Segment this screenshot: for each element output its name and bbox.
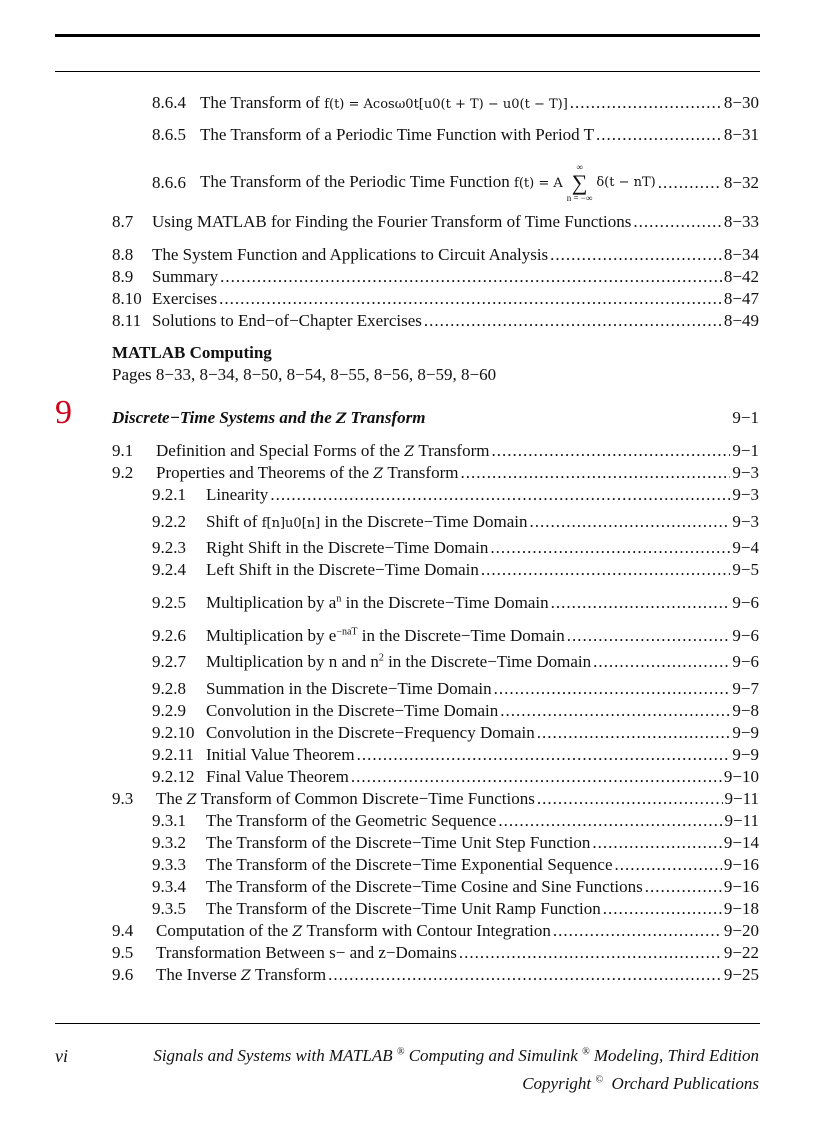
toc-entry-9-1[interactable] bbox=[112, 441, 759, 462]
toc-entry-9-3-2[interactable] bbox=[152, 833, 759, 853]
entry-page: 8−31 bbox=[723, 125, 759, 144]
entry-title: The Transform of the Periodic Time Function f(t) = A bbox=[200, 172, 563, 191]
leader-dots bbox=[603, 899, 722, 919]
entry-number: 9.2.8 bbox=[152, 679, 186, 698]
entry-page: 9−6 bbox=[732, 626, 759, 645]
entry-number: 8.6.4 bbox=[152, 93, 186, 112]
entry-number: 9.2.3 bbox=[152, 538, 186, 557]
entry-number: 9.6 bbox=[112, 965, 134, 984]
entry-number: 9.5 bbox=[112, 943, 134, 962]
entry-page: 9−6 bbox=[732, 652, 759, 671]
leader-dots bbox=[351, 767, 722, 787]
entry-number: 9.2.6 bbox=[152, 626, 186, 645]
entry-number: 8.6.6 bbox=[152, 173, 186, 192]
entry-number: 9.3.5 bbox=[152, 899, 186, 918]
entry-title: Computation of the Z Transform with Contour Integration bbox=[156, 921, 551, 940]
entry-title: Initial Value Theorem bbox=[206, 745, 355, 764]
leader-dots bbox=[490, 538, 730, 558]
leader-dots bbox=[530, 512, 731, 532]
toc-entry-8-9[interactable] bbox=[112, 267, 759, 287]
entry-math-tail: δ(t − nT) bbox=[596, 175, 656, 190]
entry-page: 8−49 bbox=[723, 311, 759, 330]
leader-dots bbox=[592, 833, 722, 853]
entry-number: 9.2 bbox=[112, 463, 134, 482]
entry-title: Linearity bbox=[206, 485, 269, 504]
entry-page: 9−11 bbox=[724, 789, 759, 808]
entry-page: 9−18 bbox=[723, 899, 759, 918]
summation-sign: ∞ ∑ n = −∞ bbox=[566, 162, 593, 203]
entry-title: Multiplication by $e^{-naT}$ in the Discrete−Time Domain bbox=[206, 626, 565, 645]
top-rule bbox=[55, 34, 760, 37]
leader-dots bbox=[491, 441, 730, 461]
toc-entry-9-2-2[interactable] bbox=[152, 512, 759, 534]
superscript: −naT bbox=[336, 626, 358, 638]
entry-title: Left Shift in the Discrete−Time Domain bbox=[206, 560, 479, 579]
entry-number: 9.2.10 bbox=[152, 723, 195, 742]
leader-dots bbox=[500, 701, 730, 721]
entry-number: 9.2.11 bbox=[152, 745, 194, 764]
matlab-computing-pages: Pages 8−33, 8−34, 8−50, 8−54, 8−55, 8−56, 8−59, 8−60 bbox=[112, 365, 497, 384]
entry-page: 9−11 bbox=[724, 811, 759, 830]
toc-entry-9-3-3[interactable] bbox=[152, 855, 759, 875]
leader-dots bbox=[553, 921, 722, 941]
entry-page: 8−42 bbox=[723, 267, 759, 286]
entry-page: 9−8 bbox=[732, 701, 759, 720]
z-transform-symbol: Z bbox=[240, 968, 251, 984]
leader-dots bbox=[219, 289, 722, 309]
entry-title: Solutions to End−of−Chapter Exercises bbox=[152, 311, 422, 330]
entry-page: 9−16 bbox=[723, 855, 759, 874]
leader-dots bbox=[537, 723, 731, 743]
entry-title: The Transform of the Discrete−Time Unit Ramp Function bbox=[206, 899, 601, 918]
entry-page: 9−14 bbox=[723, 833, 759, 852]
entry-title: The Transform of the Discrete−Time Cosine and Sine Functions bbox=[206, 877, 643, 896]
entry-page: 8−32 bbox=[723, 173, 759, 192]
entry-title: The Inverse Z Transform bbox=[156, 965, 327, 984]
entry-page: 8−34 bbox=[723, 245, 759, 264]
entry-page: 9−6 bbox=[732, 593, 759, 612]
toc-entry-9-2-8[interactable] bbox=[152, 679, 759, 699]
entry-title: Properties and Theorems of the Z Transform bbox=[156, 463, 459, 482]
entry-page: 9−9 bbox=[732, 745, 759, 764]
leader-dots bbox=[615, 855, 722, 875]
entry-number: 8.6.5 bbox=[152, 125, 186, 144]
toc-entry-8-8[interactable] bbox=[112, 245, 759, 265]
toc-entry-9-3-5[interactable] bbox=[152, 899, 759, 919]
toc-entry-9-2-7[interactable] bbox=[152, 652, 759, 672]
toc-entry-9-2-3[interactable] bbox=[152, 538, 759, 558]
entry-title: The Transform of f(t) = Acosω0t[u0(t + T) − u0(t − T)] bbox=[200, 93, 568, 112]
entry-page: 9−10 bbox=[723, 767, 759, 786]
toc-entry-9-6[interactable] bbox=[112, 965, 759, 986]
entry-number: 9.2.2 bbox=[152, 512, 186, 531]
entry-number: 9.3.2 bbox=[152, 833, 186, 852]
entry-title: Right Shift in the Discrete−Time Domain bbox=[206, 538, 489, 557]
footer-rule bbox=[55, 1023, 760, 1024]
entry-number: 9.3 bbox=[112, 789, 134, 808]
entry-page: 9−25 bbox=[723, 965, 759, 984]
matlab-computing-heading: MATLAB Computing bbox=[112, 343, 272, 362]
entry-title: Convolution in the Discrete−Frequency Domain bbox=[206, 723, 535, 742]
entry-title: The System Function and Applications to Circuit Analysis bbox=[152, 245, 549, 264]
leader-dots bbox=[328, 965, 722, 985]
toc-entry-9-2-9[interactable] bbox=[152, 701, 759, 721]
entry-page: 8−30 bbox=[723, 93, 759, 112]
z-transform-symbol: Z bbox=[404, 444, 415, 460]
entry-title: Final Value Theorem bbox=[206, 767, 349, 786]
leader-dots bbox=[551, 593, 731, 613]
entry-page: 8−33 bbox=[723, 212, 759, 231]
entry-math: f[n]u0[n] bbox=[261, 516, 321, 531]
entry-title: Summary bbox=[152, 267, 219, 286]
entry-number: 8.9 bbox=[112, 267, 134, 286]
leader-dots bbox=[570, 93, 722, 113]
entry-number: 9.2.4 bbox=[152, 560, 186, 579]
entry-title: Shift of f[n]u0[n] in the Discrete−Time Domain bbox=[206, 512, 528, 531]
toc-entry-9-3-4[interactable] bbox=[152, 877, 759, 897]
entry-number: 9.4 bbox=[112, 921, 134, 940]
chapter-title[interactable]: Discrete−Time Systems and the Z Transform bbox=[112, 408, 426, 427]
leader-dots bbox=[658, 173, 722, 193]
entry-title: The Transform of the Geometric Sequence bbox=[206, 811, 497, 830]
z-transform-symbol: Z bbox=[186, 792, 197, 808]
toc-entry-9-3[interactable] bbox=[112, 789, 759, 810]
toc-entry-9-2-11[interactable] bbox=[152, 745, 759, 765]
leader-dots bbox=[550, 245, 722, 265]
leader-dots bbox=[270, 485, 730, 505]
toc-entry-9-5[interactable] bbox=[112, 943, 759, 963]
leader-dots bbox=[459, 943, 722, 963]
superscript: 2 bbox=[378, 652, 384, 664]
toc-entry-9-2[interactable] bbox=[112, 463, 759, 484]
leader-dots bbox=[220, 267, 722, 287]
entry-title: Transformation Between s− and z−Domains bbox=[156, 943, 457, 962]
entry-number: 9.3.1 bbox=[152, 811, 186, 830]
entry-title: Definition and Special Forms of the Z Transform bbox=[156, 441, 490, 460]
entry-page: 8−47 bbox=[723, 289, 759, 308]
entry-page: 9−3 bbox=[732, 512, 759, 531]
entry-page: 9−3 bbox=[732, 463, 759, 482]
entry-page: 9−22 bbox=[723, 943, 759, 962]
toc-entry-8-6-6[interactable] bbox=[152, 163, 759, 203]
z-transform-symbol: Z bbox=[292, 924, 303, 940]
leader-dots bbox=[494, 679, 731, 699]
entry-title: The Transform of the Discrete−Time Exponential Sequence bbox=[206, 855, 613, 874]
toc-entry-8-11[interactable] bbox=[112, 311, 759, 331]
entry-page: 9−16 bbox=[723, 877, 759, 896]
leader-dots bbox=[645, 877, 722, 897]
entry-page: 9−1 bbox=[732, 441, 759, 460]
entry-number: 9.3.4 bbox=[152, 877, 186, 896]
entry-title: The Transform of the Discrete−Time Unit Step Function bbox=[206, 833, 591, 852]
toc-entry-8-6-4[interactable] bbox=[152, 93, 759, 115]
entry-math: f(t) = Acosω0t[u0(t + T) − u0(t − T)] bbox=[324, 97, 568, 112]
book-title: Signals and Systems with MATLAB ® Computing and Simulink ® Modeling, Third Edition bbox=[153, 1046, 759, 1065]
entry-page: 9−4 bbox=[732, 538, 759, 557]
leader-dots bbox=[424, 311, 722, 331]
entry-title: Using MATLAB for Finding the Fourier Transform of Time Functions bbox=[152, 212, 632, 231]
leader-dots bbox=[537, 789, 723, 809]
toc-entry-8-7[interactable] bbox=[112, 212, 759, 232]
leader-dots bbox=[633, 212, 722, 232]
entry-number: 8.7 bbox=[112, 212, 134, 231]
entry-page: 9−20 bbox=[723, 921, 759, 940]
toc-entry-9-2-5[interactable] bbox=[152, 593, 759, 613]
entry-number: 9.3.3 bbox=[152, 855, 186, 874]
entry-title: The Transform of a Periodic Time Function with Period T bbox=[200, 125, 594, 144]
toc-entry-9-2-10[interactable] bbox=[152, 723, 759, 743]
leader-dots bbox=[593, 652, 730, 672]
entry-number: 9.2.9 bbox=[152, 701, 186, 720]
entry-page: 9−5 bbox=[732, 560, 759, 579]
entry-math: f(t) = A bbox=[514, 176, 563, 191]
leader-dots bbox=[460, 463, 730, 483]
entry-title: Exercises bbox=[152, 289, 218, 308]
entry-title: Convolution in the Discrete−Time Domain bbox=[206, 701, 499, 720]
leader-dots bbox=[596, 125, 722, 145]
toc-entry-8-10[interactable] bbox=[112, 289, 759, 309]
entry-number: 9.2.5 bbox=[152, 593, 186, 612]
entry-page: 9−7 bbox=[732, 679, 759, 698]
entry-page: 9−9 bbox=[732, 723, 759, 742]
entry-number: 8.11 bbox=[112, 311, 142, 330]
leader-dots bbox=[357, 745, 731, 765]
entry-number: 8.10 bbox=[112, 289, 142, 308]
entry-title: Multiplication by n and $n^2$ in the Discrete−Time Domain bbox=[206, 652, 592, 671]
leader-dots bbox=[481, 560, 731, 580]
entry-number: 8.8 bbox=[112, 245, 134, 264]
toc-entry-9-2-12[interactable] bbox=[152, 767, 759, 787]
z-transform-symbol: Z bbox=[336, 411, 347, 427]
entry-number: 9.1 bbox=[112, 441, 134, 460]
superscript: n bbox=[336, 593, 342, 605]
entry-page: 9−3 bbox=[732, 485, 759, 504]
entry-title: The Z Transform of Common Discrete−Time Functions bbox=[156, 789, 535, 808]
copyright-line: Copyright © Orchard Publications bbox=[522, 1074, 759, 1093]
header-rule bbox=[55, 71, 760, 72]
entry-title: Summation in the Discrete−Time Domain bbox=[206, 679, 492, 698]
entry-title: Multiplication by $a^n$ in the Discrete−Time Domain bbox=[206, 593, 549, 612]
page-number: vi bbox=[55, 1046, 68, 1066]
toc-entry-9-2-4[interactable] bbox=[152, 560, 759, 580]
chapter-page: 9−1 bbox=[732, 408, 759, 427]
leader-dots bbox=[567, 626, 731, 646]
z-transform-symbol: Z bbox=[373, 466, 384, 482]
toc-entry-9-2-1[interactable] bbox=[152, 485, 759, 505]
entry-number: 9.2.12 bbox=[152, 767, 195, 786]
toc-entry-9-3-1[interactable] bbox=[152, 811, 759, 831]
toc-entry-9-4[interactable] bbox=[112, 921, 759, 942]
entry-number: 9.2.7 bbox=[152, 652, 186, 671]
entry-number: 9.2.1 bbox=[152, 485, 186, 504]
chapter-number: 9 bbox=[55, 394, 72, 431]
toc-entry-9-2-6[interactable] bbox=[152, 626, 759, 646]
leader-dots bbox=[498, 811, 722, 831]
toc-entry-8-6-5[interactable] bbox=[152, 125, 759, 145]
